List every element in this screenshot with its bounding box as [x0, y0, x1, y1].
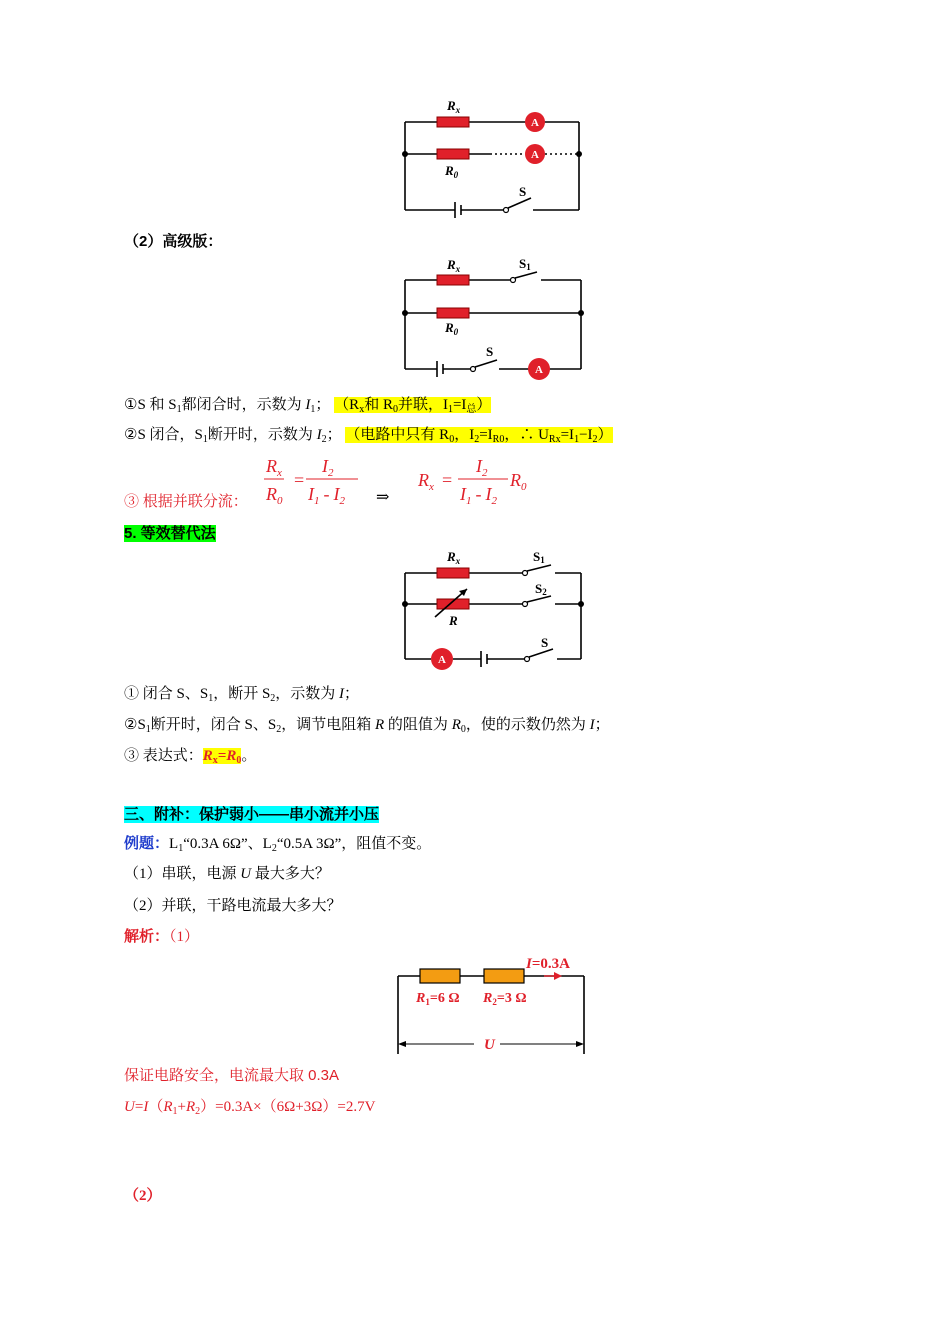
formula-i2-2: $I_2$ [476, 456, 488, 479]
label-rx: $R_x$ [447, 549, 461, 566]
formula-i1-minus-i2-2: $I_1 - I_2$ [460, 484, 497, 507]
label-s: S [541, 635, 549, 650]
label-r0: $R_0$ [445, 163, 459, 180]
equivalent-step-2: $②S_1$断开时，闭合 S、$S_2$，调节电阻箱 R 的阻值为 $R_0$，使的示数仍然为 I； [124, 717, 610, 735]
label-s: S [486, 344, 494, 359]
ammeter-label: A [438, 654, 446, 666]
advanced-step-1-note: （$R_x$和 $R_0$并联，$I_1=I_总$） [334, 397, 492, 415]
advanced-step-2-note: （电路中只有 $R_0$，$I_2=I_{R0}$，∴ $U_{Rx}=I_1-I_2$） [345, 427, 613, 445]
section3-heading: 三、附补：保护弱小——串小流并小压 [124, 806, 380, 823]
formula-parallel-divider [258, 450, 548, 512]
label-s2: S2 [535, 581, 547, 597]
part-2-label: （2） [124, 1188, 162, 1204]
formula-rx-2: $R_x$ [418, 470, 434, 493]
formula-rx: $R_x$ [266, 456, 282, 479]
ammeter-label: A [535, 364, 543, 376]
question-2: （2）并联，干路电流最大多大？ [124, 898, 342, 914]
label-s1: S1 [533, 549, 545, 565]
label-current: I=0.3A [526, 956, 570, 972]
ammeter-label: A [531, 149, 539, 161]
example-line: 例题：$L_1“0.3A$ 6Ω”、$L_2“0.5A$ 3Ω”，阻值不变。 [124, 835, 432, 854]
formula-r0-2: $R_0$ [510, 470, 527, 493]
question-1: （1）串联，电源 U 最大多大？ [124, 866, 330, 882]
resistor-rx [437, 568, 469, 578]
advanced-heading: （2）高级版： [124, 233, 223, 250]
label-r: R [449, 613, 458, 628]
label-r1: $R_1=6$ Ω [416, 991, 460, 1007]
advanced-step-1: ①S 和 $S_1$都闭合时，示数为 $I_1$； （$R_x$和 $R_0$并联，$I_1=I_总$） [124, 397, 492, 415]
label-r0: $R_0$ [445, 320, 459, 337]
label-r2: $R_2=3$ Ω [483, 991, 527, 1007]
equivalent-expression: $R_x=R_0$ [202, 748, 242, 766]
label-switch: S [519, 184, 527, 199]
analysis-line: 解析：（1） [124, 928, 200, 945]
analysis-text-1: 保证电路安全，电流最大取 0.3A [124, 1067, 340, 1084]
resistor-rx [437, 117, 469, 127]
resistor-r0 [437, 149, 469, 159]
equivalent-step-3: ③ 表达式：$R_x=R_0$。 [124, 748, 257, 766]
formula-eq: = [294, 470, 305, 490]
resistor-r2 [484, 969, 524, 983]
label-voltage: U [484, 1037, 495, 1053]
ammeter-label: A [531, 117, 539, 129]
advanced-step-2: ②S 闭合，$S_1$断开时，示数为 $I_2$； （电路中只有 $R_0$，$I_2=I_{R0}$，∴ $U_{Rx}=I_1-I_2$） [124, 427, 613, 445]
label-s1: S1 [519, 256, 531, 272]
equivalent-heading: 5. 等效替代法 [124, 525, 216, 542]
formula-i1-minus-i2: $I_1 - I_2$ [308, 484, 345, 507]
formula-eq-2: = [442, 470, 453, 490]
label-rx: $R_x$ [447, 98, 461, 115]
circuit-diagram-basic [395, 92, 595, 222]
formula-i2: $I_2$ [322, 456, 334, 479]
resistor-rx [437, 275, 469, 285]
equivalent-step-1: ① 闭合 S、$S_1$，断开 $S_2$，示数为 I； [124, 686, 360, 704]
advanced-step-3: ③ 根据并联分流： [124, 494, 248, 510]
label-rx: $R_x$ [447, 257, 461, 274]
analysis-text-2: $U=I(R_1+R_2)=0.3A\times(6\Omega+3\Omega)=2.7V$ [124, 1099, 376, 1117]
circuit-diagram-equivalent [395, 543, 595, 675]
formula-arrow: ⇒ [376, 489, 390, 506]
resistor-r0 [437, 308, 469, 318]
circuit-diagram-advanced [395, 252, 595, 384]
resistor-r1 [420, 969, 460, 983]
formula-r0: $R_0$ [266, 484, 283, 507]
circuit-diagram-series [394, 950, 594, 1058]
